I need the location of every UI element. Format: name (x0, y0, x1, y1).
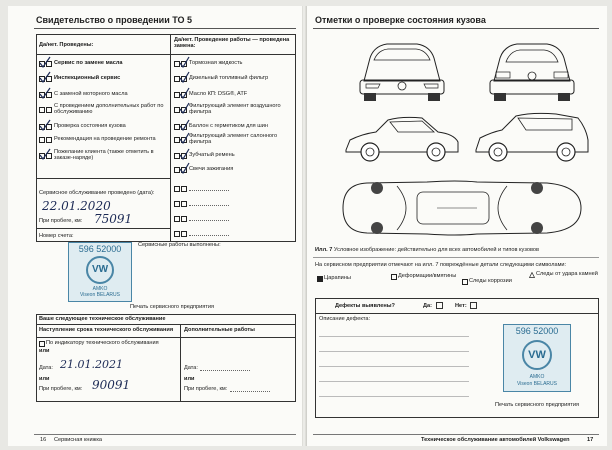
next-col-divider (180, 324, 181, 402)
legend-label: Деформации/вмятины (398, 273, 457, 279)
works-done-label: Сервисные работы выполнены: (138, 242, 221, 248)
col2-item: Тормозная жидкость (189, 60, 243, 66)
extra-line-3[interactable] (189, 220, 229, 221)
description-line[interactable] (319, 351, 469, 352)
check-marks-col2 (178, 56, 192, 176)
col2-mileage-line[interactable] (230, 391, 270, 392)
col1-item: Инспекционный сервис (54, 75, 121, 81)
yes-label: Да: (423, 303, 432, 309)
col1-item: С проведением дополнительных работ по обслуживанию (54, 103, 164, 116)
col1-item: Рекомендация на проведение ремонта (54, 136, 156, 142)
next-col1-header: Наступление срока технического обслуживания (39, 327, 174, 333)
col2-item: Масло КП: DSG®, ATF (189, 91, 248, 97)
indicator-label: По индикатору технического обслуживания (46, 340, 159, 346)
col1-item: Сервис по замене масла (54, 60, 123, 66)
col2-mileage-label: При пробеге, км: (184, 386, 228, 392)
checkbox-extra-3-no[interactable] (181, 216, 187, 222)
col1-header: Да/нет. Проведены: (39, 42, 94, 48)
footer-page-number: 17 (587, 437, 594, 443)
checkbox-extra-3[interactable] (174, 216, 180, 222)
defects-question: Дефекты выявлены? (335, 303, 395, 309)
checkbox-extra-2-no[interactable] (181, 201, 187, 207)
checkbox-extra-1-no[interactable] (181, 186, 187, 192)
checkbox-indicator[interactable] (39, 341, 45, 347)
or-label: или (39, 376, 50, 382)
extra-line-2[interactable] (189, 205, 229, 206)
figure-caption (315, 247, 539, 253)
page-title: Отметки о проверке состояния кузова (315, 15, 486, 25)
table-column-divider (170, 34, 171, 242)
car-top-view-icon (337, 178, 587, 238)
next-mileage-label: При пробеге, км: (39, 386, 83, 392)
col2-item: Баллон с герметиком для шин (189, 123, 268, 129)
car-side-hatch-icon (472, 106, 592, 170)
no-checkbox[interactable] (470, 302, 477, 309)
footer-rule (313, 434, 599, 435)
service-stamp (68, 242, 132, 302)
stamp-number: 596 52000 (515, 326, 559, 336)
next-col2-header: Дополнительные работы (184, 327, 255, 333)
description-line[interactable] (319, 366, 469, 367)
vw-logo-icon: VW (86, 256, 114, 284)
mileage-value[interactable]: 75091 (94, 212, 133, 226)
checkbox-extra-4-no[interactable] (181, 231, 187, 237)
car-front-view-icon (352, 36, 452, 106)
footer-text: Сервисная книжка (54, 437, 103, 443)
invoice-label: Номер счета: (39, 233, 74, 239)
col1-item: Проверка состояния кузова (54, 123, 126, 129)
legend-label: Царапины (324, 275, 351, 281)
legend-corrosion-mark (462, 279, 468, 285)
yes-checkbox[interactable] (436, 302, 443, 309)
next-header-divider (36, 337, 296, 338)
next-service-title: Ваше следующее техническое обслуживание (39, 316, 166, 322)
legend-label: Следы коррозии (469, 278, 512, 284)
or-label: или (39, 348, 50, 354)
description-line[interactable] (319, 396, 469, 397)
checkbox-extra-4[interactable] (174, 231, 180, 237)
next-date-label: Дата: (39, 365, 53, 371)
instruction-text: На сервисном предприятии отмечают на илл. 7 повреждённые детали следующими символами: (315, 262, 567, 268)
description-line[interactable] (319, 381, 469, 382)
service-date-value[interactable]: 22.01.2020 (42, 199, 111, 213)
left-page (8, 6, 302, 446)
page-title: Свидетельство о проведении ТО 5 (36, 15, 193, 25)
defects-divider (315, 313, 599, 314)
col2-date-label: Дата: (184, 365, 198, 371)
col2-item: Свечи зажигания (189, 166, 234, 172)
col2-item: Фильтрующий элемент салонного фильтра (189, 133, 278, 146)
no-label: Нет: (455, 303, 467, 309)
checkbox-extra-2[interactable] (174, 201, 180, 207)
check-marks-col1 (36, 56, 56, 166)
signature-label: Печать сервисного предприятия (130, 304, 214, 310)
table-header-divider (36, 54, 296, 55)
next-date-value[interactable]: 21.01.2021 (60, 358, 123, 371)
stamp-line: Viseon BELARUS (517, 381, 557, 387)
col2-header: Да/нет. Проведение работы — проведена замена: (174, 37, 290, 50)
row-divider (36, 228, 170, 229)
col1-item: Пожелание клиента (также отметить в заказе-наряде) (54, 149, 154, 162)
vw-logo-icon: VW (522, 340, 552, 370)
car-side-left-icon (342, 110, 462, 170)
col2-item: Фильтрующий элемент воздушного фильтра (189, 103, 281, 116)
mileage-label: При пробеге, км: (39, 218, 83, 224)
stamp-line: AMKO (529, 374, 545, 380)
col2-item: Дизельный топливный фильтр (189, 75, 269, 81)
next-mileage-value[interactable]: 90091 (92, 378, 131, 392)
checkbox-extra-1[interactable] (174, 186, 180, 192)
car-rear-view-icon (482, 36, 582, 106)
col2-or-label: или (184, 376, 195, 382)
title-underline (34, 28, 296, 29)
legend-label: Следы от удара камней (536, 271, 598, 277)
stamp-line: Viseon BELARUS (80, 292, 120, 298)
extra-line-4[interactable] (189, 235, 229, 236)
legend-deformation-mark (391, 274, 397, 280)
col1-item: С заменой моторного масла (54, 91, 128, 97)
stamp-line: AMKO (92, 286, 108, 292)
description-line[interactable] (319, 336, 469, 337)
footer-page-number: 16 (40, 437, 47, 443)
signature-label: Печать сервисного предприятия (495, 402, 579, 408)
footer-text: Техническое обслуживание автомобилей Volkswagen (421, 437, 570, 443)
description-label: Описание дефекта: (319, 316, 371, 322)
row-divider (36, 178, 170, 179)
legend-scratch-mark (317, 276, 323, 282)
title-underline (313, 28, 599, 29)
stamp-number: 596 52000 (78, 244, 122, 254)
caption-rule (313, 257, 599, 258)
footer-rule (34, 434, 296, 435)
extra-line-1[interactable] (189, 190, 229, 191)
col2-item: Зубчатый ремень (189, 152, 235, 158)
next-title-divider (36, 324, 296, 325)
caption-label: Илл. 7 (315, 247, 333, 253)
caption-text: Условное изображение: действительно для всех автомобилей и типов кузовов (333, 247, 539, 253)
col2-date-line[interactable] (200, 370, 250, 371)
legend-stone-chip-icon (529, 272, 535, 278)
right-page (307, 6, 607, 446)
service-stamp (503, 324, 571, 392)
service-date-label: Сервисное обслуживание проведено (дата): (39, 190, 155, 196)
